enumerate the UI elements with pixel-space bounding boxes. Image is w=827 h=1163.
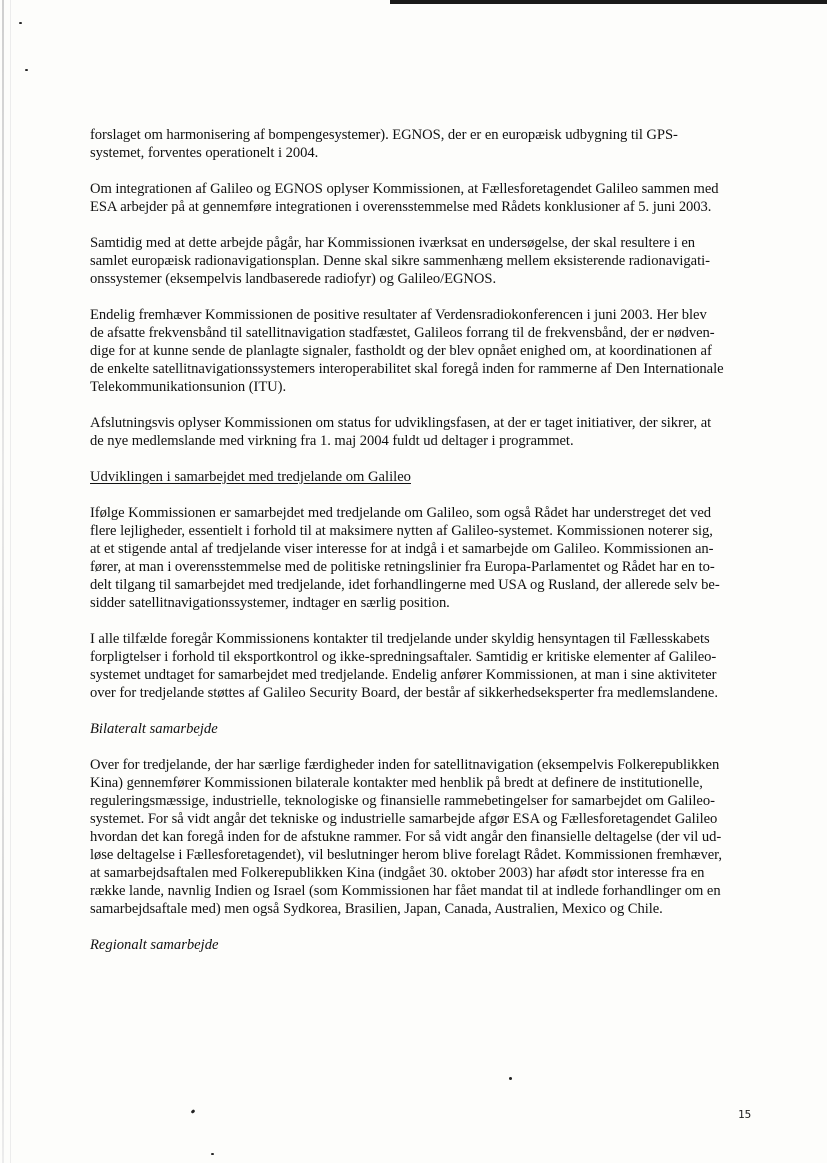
paragraph: forslaget om harmonisering af bompengesystemer). EGNOS, der er en europæisk udbygning til GPS- systemet, forventes operationelt i 2004. — [90, 127, 678, 161]
paragraph: Om integrationen af Galileo og EGNOS oplyser Kommissionen, at Fællesforetagendet Galileo sammen med ESA arbejder på at gennemføre integrationen i overensstemmelse med Rådets konklusioner af 5. juni 2003. — [90, 181, 719, 215]
subsection-heading-bilateral: Bilateralt samarbejde — [90, 721, 218, 737]
scan-speck — [509, 1077, 512, 1080]
page-number: 15 — [738, 1108, 752, 1121]
paragraph: Samtidig med at dette arbejde pågår, har Kommissionen iværksat en undersøgelse, der skal resultere i en samlet europæisk radionavigationsplan. Denne skal sikre sammenhæng mellem eksisterende radionavigati- onssystemer (eksempelvis landbaserede radiofyr) og Galileo/EGNOS. — [90, 235, 710, 287]
scan-speck — [25, 69, 28, 71]
scan-speck — [191, 1109, 196, 1114]
paragraph: Afslutningsvis oplyser Kommissionen om status for udviklingsfasen, at der er taget initiativer, der sikrer, at de nye medlemslande med virkning fra 1. maj 2004 fuldt ud deltager i programmet. — [90, 415, 712, 449]
paragraph: Endelig fremhæver Kommissionen de positive resultater af Verdensradiokonferencen i juni 2003. Her blev de afsatte frekvensbånd til satellitnavigation stadfæstet, Galileos forrang til de frekvensbånd, der er nødven- dige for at kunne sende de planlagte signaler, fastholdt og der blev opnået enighed om, at koordinationen af de enkelte satellitnavigationssystemers interoperabilitet skal foregå inden for rammerne af Den Internationale Telekommunikationsunion (ITU). — [90, 307, 724, 395]
paragraph: Ifølge Kommissionen er samarbejdet med tredjelande om Galileo, som også Rådet har understreget det ved flere lejligheder, essentielt i forhold til at maksimere nytten af Galileo-systemet. Kommissionen noterer sig, at et stigende antal af tredjelande viser interesse for at indgå i et samarbejde om Galileo. Kommissionen an- fører, at man i overensstemmelse med de politiske retningslinier fra Europa-Parlamentet og Rådet har en to- delt tilgang til samarbejdet med tredjelande, idet forhandlingerne med USA og Rusland, der allerede selv be- sidder satellitnavigationssystemer, indtager en særlig position. — [90, 505, 720, 611]
scan-speck — [211, 1153, 214, 1155]
document-body — [90, 126, 758, 972]
section-heading-third-countries: Udviklingen i samarbejdet med tredjelande om Galileo — [90, 469, 411, 485]
subsection-heading-regional: Regionalt samarbejde — [90, 937, 219, 953]
scan-speck — [19, 22, 22, 24]
paragraph: I alle tilfælde foregår Kommissionens kontakter til tredjelande under skyldig hensyntagen til Fællesskabets forpligtelser i forhold til eksportkontrol og ikke-spredningsaftaler. Samtidig er kritiske elementer af Galileo- systemet undtaget for samarbejdet med tredjelande. Endelig anfører Kommissionen, at man i sine aktiviteter over for tredjelande støttes af Galileo Security Board, der består af sikkerhedseksperter fra medlemslandene. — [90, 631, 718, 701]
scan-left-edge — [2, 0, 4, 1163]
paragraph: Over for tredjelande, der har særlige færdigheder inden for satellitnavigation (eksempelvis Folkerepublikken Kina) gennemfører Kommissionen bilaterale kontakter med henblik på bredt at definere de institutionelle, reguleringsmæssige, industrielle, teknologiske og finansielle rammebetingelser for samarbejdet om Galileo- systemet. For så vidt angår det tekniske og industrielle samarbejde afgør ESA og Fællesforetagendet Galileo hvordan det kan foregå inden for de afstukne rammer. For så vidt angår den finansielle deltagelse (der vil ud- løse deltagelse i Fællesforetagendet), vil beslutninger herom blive forelagt Rådet. Kommissionen fremhæver, at samarbejdsaftalen med Folkerepublikken Kina (indgået 30. oktober 2003) har afødt stor interesse fra en række lande, navnlig Indien og Israel (som Kommissionen har fået mandat til at indlede forhandlinger om en samarbejdsaftale med) men også Sydkorea, Brasilien, Japan, Canada, Australien, Mexico og Chile. — [90, 757, 722, 917]
scan-top-border — [390, 0, 827, 4]
scan-left-edge-faint — [10, 0, 11, 1163]
